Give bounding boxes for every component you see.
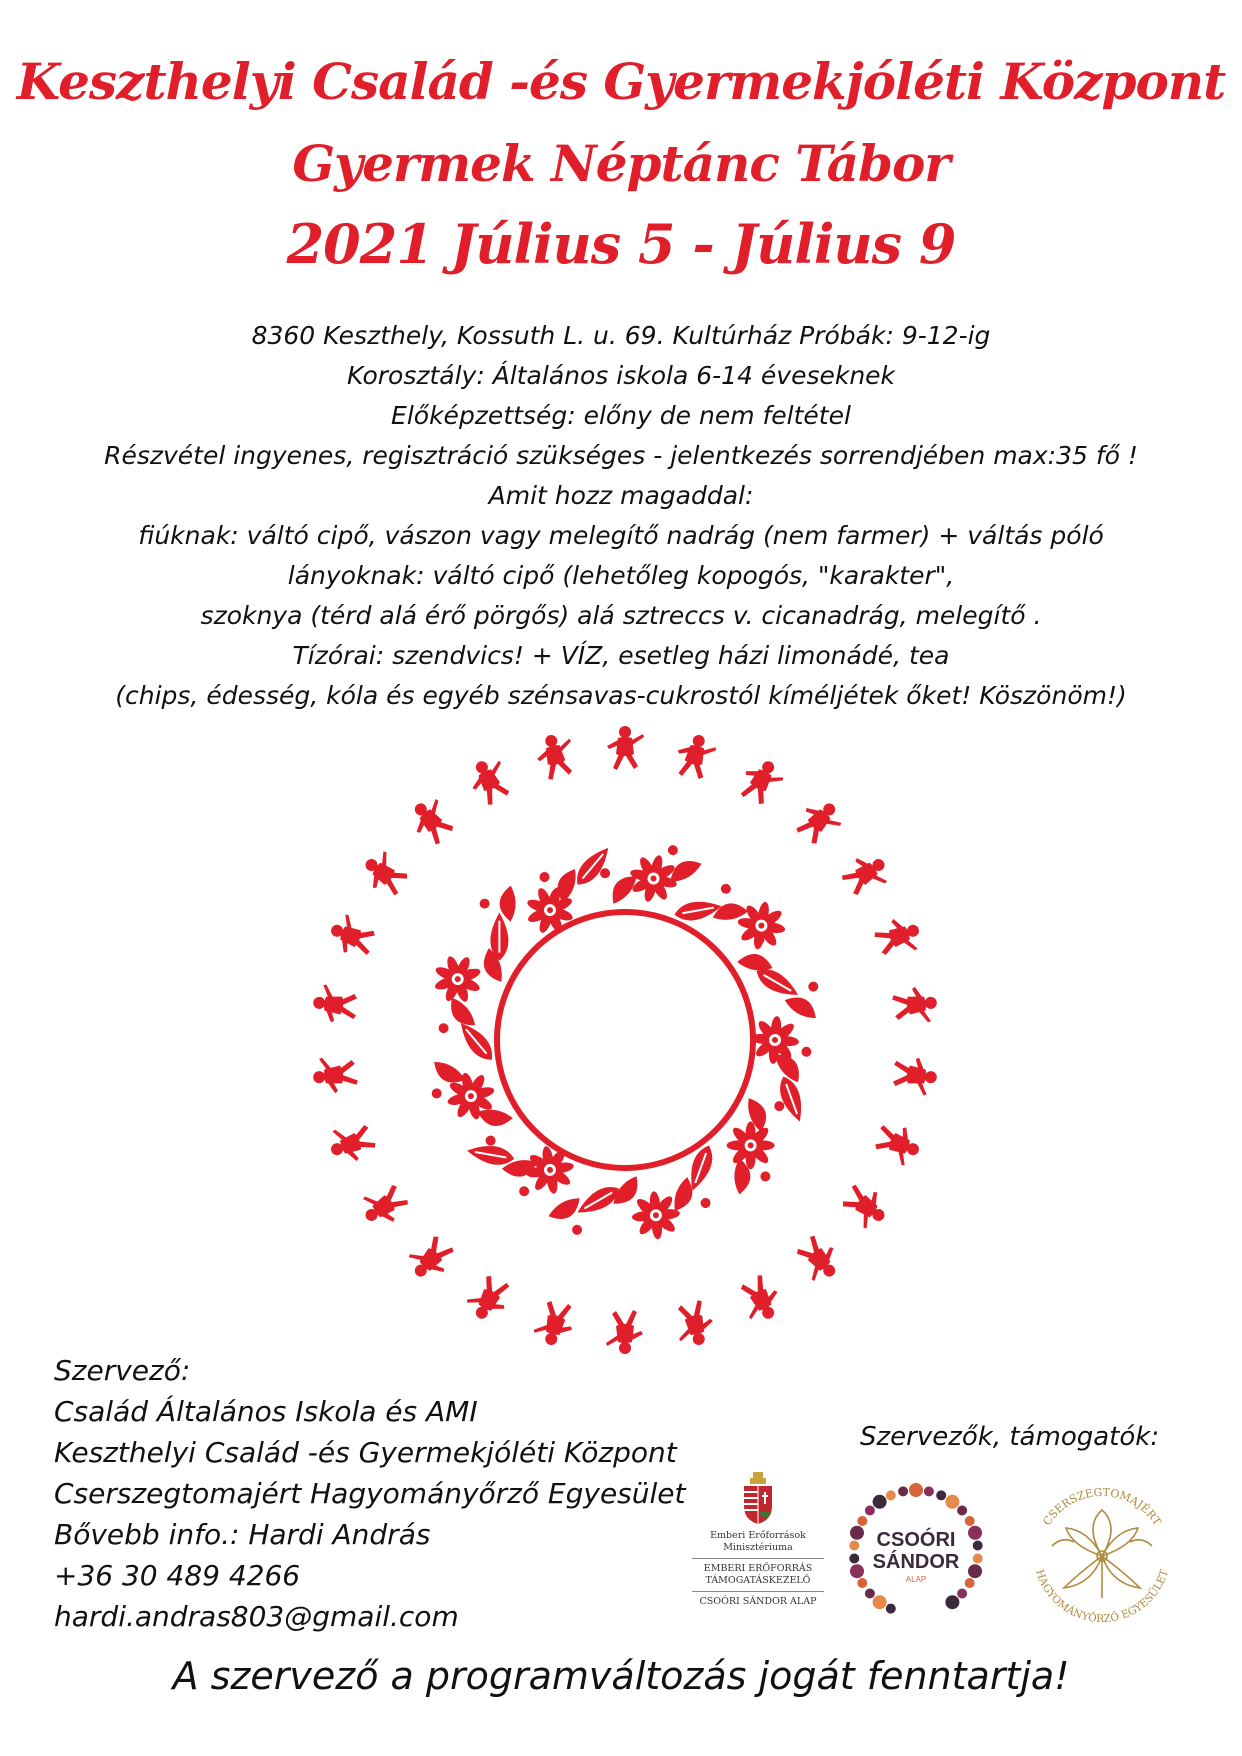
dancer-figure <box>871 912 925 962</box>
dancer-figure <box>607 726 644 770</box>
organizer-line: Keszthelyi Család -és Gyermekjóléti Központ <box>54 1436 677 1469</box>
dancer-figure <box>311 983 359 1025</box>
dancer-figure <box>735 754 788 810</box>
info-line: lányoknak: váltó cipő (lehetőleg kopogós, "karakter", <box>287 561 955 590</box>
emmi-logo <box>684 1470 832 1630</box>
flower-emblem-icon <box>1052 1510 1152 1598</box>
dancer-figure <box>891 1055 939 1097</box>
title-dates: 2021 Július 5 - Július 9 <box>286 212 956 276</box>
floral-motif <box>707 881 749 923</box>
dancer-figure <box>734 1271 787 1327</box>
floral-motif <box>465 1142 515 1168</box>
info-line: 8360 Keszthely, Kossuth L. u. 69. Kultúrház Próbák: 9-12-ig <box>251 321 991 350</box>
dancer-figure <box>871 1119 925 1169</box>
dancer-figure <box>672 731 718 783</box>
dancer-figure <box>325 1118 379 1168</box>
dancer-figure <box>531 1298 577 1350</box>
floral-motif <box>775 1073 808 1124</box>
wreath-stem <box>497 912 753 1168</box>
organizer-line: Család Általános Iskola és AMI <box>54 1395 478 1428</box>
info-line: fiúknak: váltó cipő, vászon vagy melegítő nadrág (nem farmer) + váltás póló <box>138 521 1104 550</box>
event-info <box>0 316 1242 716</box>
csoori-text-3: ALAP <box>905 1575 927 1584</box>
info-line: Korosztály: Általános iskola 6-14 éveseknek <box>346 361 896 390</box>
dancer-figure <box>532 731 578 783</box>
dancer-figure <box>606 1310 643 1354</box>
folk-art-wreath-illustration <box>295 710 955 1370</box>
dancer-figure <box>325 911 379 961</box>
csoori-alap-text: CSOÓRI SÁNDOR ALAP <box>699 1596 817 1607</box>
floral-motif <box>570 842 615 890</box>
dancer-figure <box>837 847 894 902</box>
floral-motif <box>727 1121 775 1169</box>
dancer-figure <box>791 793 848 850</box>
hungarian-coat-of-arms-icon <box>738 1470 778 1526</box>
emet-name-line1: EMBERI ERŐFORRÁS <box>703 1563 813 1574</box>
title-event: Gyermek Néptánc Tábor <box>292 134 950 193</box>
organizer-line: Cserszegtomajért Hagyományőrző Egyesület <box>54 1477 686 1510</box>
dancer-figure <box>356 1178 413 1233</box>
dancer-figure <box>311 1054 359 1096</box>
floral-motif <box>501 1158 543 1200</box>
floral-motif <box>782 973 831 1022</box>
hagyomanyorzo-egyesulet-logo <box>1022 1476 1182 1636</box>
dancer-figure <box>356 846 413 901</box>
info-line: Részvétel ingyenes, regisztráció szükséges - jelentkezés sorrendjében max:35 fő ! <box>104 441 1138 470</box>
contact-email: hardi.andras803@gmail.com <box>54 1600 459 1633</box>
floral-motif <box>673 897 723 923</box>
info-line: Előképzettség: előny de nem feltétel <box>391 401 851 430</box>
csoori-sandor-alap-logo <box>838 1474 994 1630</box>
info-line: Amit hozz magaddal: <box>488 481 754 510</box>
info-line: (chips, édesség, kóla és egyéb szénsavas-cukrostól kíméljétek őket! Köszönöm!) <box>115 681 1127 710</box>
dancer-figures-ring <box>311 726 939 1354</box>
title-organization: Keszthelyi Család -és Gyermekjóléti Központ <box>16 52 1226 111</box>
dancer-figure <box>790 1230 847 1287</box>
dancer-figure <box>403 1230 460 1287</box>
floral-motif <box>454 1017 499 1065</box>
organizer-block <box>54 1350 686 1637</box>
hagyo-bottom-text: HAGYOMÁNYŐRZŐ EGYESÜLET <box>1033 1568 1171 1626</box>
emmi-name-line2: Minisztériuma <box>723 1542 793 1553</box>
contact-name: Bővebb info.: Hardi András <box>54 1518 431 1551</box>
dancer-figure <box>891 984 939 1026</box>
emmi-name-line1: Emberi Erőforrások <box>710 1530 806 1541</box>
floral-motif <box>734 898 790 954</box>
dancer-figure <box>462 1270 515 1326</box>
dancer-figure <box>671 1298 717 1350</box>
floral-wreath <box>419 837 832 1249</box>
contact-phone: +36 30 489 4266 <box>54 1559 301 1592</box>
csoori-text-1: CSOÓRI <box>876 1529 956 1551</box>
info-line: szoknya (térd alá érő pörgős) alá sztreccs v. cicanadrág, melegítő . <box>200 601 1042 630</box>
dancer-figure <box>463 753 516 809</box>
footer-disclaimer: A szervező a programváltozás jogát fenntartja! <box>172 1654 1070 1698</box>
info-line: Tízórai: szendvics! + VÍZ, esetleg házi limonádé, tea <box>292 641 950 670</box>
dancer-figure <box>836 1179 893 1234</box>
organizer-heading: Szervező: <box>54 1354 191 1387</box>
sponsors-label: Szervezők, támogatók: <box>860 1422 1160 1452</box>
csoori-text-2: SÁNDOR <box>872 1551 960 1573</box>
emet-name-line2: TÁMOGATÁSKEZELŐ <box>705 1575 811 1586</box>
dancer-figure <box>403 792 460 849</box>
hagyo-top-text: CSERSZEGTOMAJÉRT <box>1040 1485 1164 1528</box>
